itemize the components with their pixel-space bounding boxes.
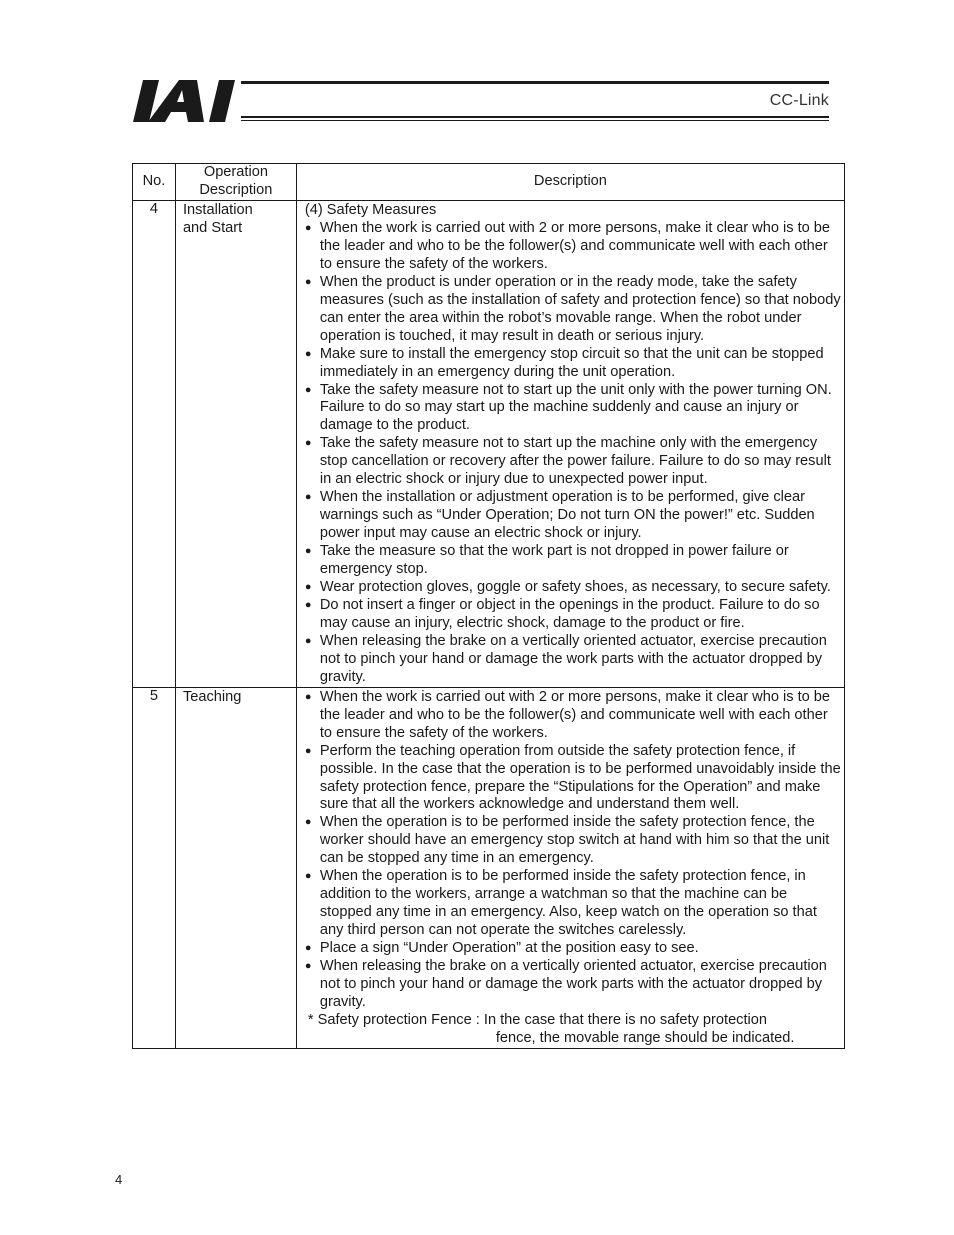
row-no: 4 — [133, 201, 176, 688]
list-item: ● Take the measure so that the work part is not dropped in power failure or emergency stop. — [305, 543, 842, 579]
safety-table — [132, 163, 845, 1049]
row-description — [296, 201, 844, 688]
row-operation: Installation and Start — [175, 201, 296, 688]
list-item: ● When the operation is to be performed inside the safety protection fence, the worker should have an emergency stop switch at hand with him so that the unit can be stopped any time in an emergency. — [305, 814, 842, 868]
table-row — [133, 201, 845, 688]
header-rule-top — [241, 81, 829, 84]
footnote-line-2: fence, the movable range should be indicated. — [495, 1029, 795, 1046]
list-item: ● When the product is under operation or in the ready mode, take the safety measures (such as the installation of safety and protection fence) so that nobody can enter the area within the robot’s movable range. When the robot under operation is touched, it may result in death or serious injury. — [305, 274, 842, 346]
header-rule-bottom-thin — [241, 120, 829, 121]
footnote-line-1: * Safety protection Fence : In the case that there is no safety protection — [307, 1011, 768, 1028]
row-no: 5 — [133, 687, 176, 1048]
list-item: ● Take the safety measure not to start up the unit only with the power turning ON. Failure to do so may start up the machine suddenly and cause an injury or damage to the product. — [305, 382, 842, 436]
list-item: ● Do not insert a finger or object in the openings in the product. Failure to do so may cause an injury, electric shock, damage to the product or fire. — [305, 597, 842, 633]
section-heading: (4) Safety Measures — [304, 202, 437, 218]
iai-logo — [133, 80, 241, 122]
list-item: ● When the operation is to be performed inside the safety protection fence, in addition to the workers, arrange a watchman so that the machine can be stopped any time in an emergency. Also, keep watch on the operation so that any third person can not operate the switches carelessly. — [305, 868, 842, 940]
list-item: ● Take the safety measure not to start up the machine only with the emergency stop cancellation or recovery after the power failure. Failure to do so may result in an electric shock or injury due to unexpected power input. — [305, 435, 842, 489]
list-item: ● Perform the teaching operation from outside the safety protection fence, if possible. In the case that the operation is to be performed unavoidably inside the safety protection fence, prepare the “Stipulations for the Operation” and make sure that all the workers acknowledge and understand them well. — [305, 743, 842, 815]
header-description: Description — [296, 164, 844, 201]
list-item: ● When the installation or adjustment operation is to be performed, give clear warnings such as “Under Operation; Do not turn ON the power!” etc. Sudden power input may cause an electric shock or injury. — [305, 489, 842, 543]
table-row — [133, 687, 845, 1048]
list-item: ● When releasing the brake on a vertically oriented actuator, exercise precaution not to pinch your hand or damage the work parts with the actuator dropped by gravity. — [305, 958, 842, 1012]
list-item: ● When the work is carried out with 2 or more persons, make it clear who is to be the leader and who to be the follower(s) and communicate well with each other to ensure the safety of the workers. — [305, 220, 842, 274]
footnote — [305, 1012, 842, 1048]
page-number: 4 — [115, 1172, 123, 1187]
row-description — [296, 687, 844, 1048]
list-item: ● When the work is carried out with 2 or more persons, make it clear who is to be the leader and who to be the follower(s) and communicate well with each other to ensure the safety of the workers. — [305, 689, 842, 743]
header-operation: Operation Description — [175, 164, 296, 201]
list-item: ● Place a sign “Under Operation” at the position easy to see. — [305, 940, 842, 958]
header-rule-bottom — [241, 116, 829, 118]
list-item: ● When releasing the brake on a vertically oriented actuator, exercise precaution not to pinch your hand or damage the work parts with the actuator dropped by gravity. — [305, 633, 842, 687]
bullet-list — [305, 220, 842, 687]
table-header-row — [133, 164, 845, 201]
product-name: CC-Link — [769, 92, 829, 109]
header-no: No. — [133, 164, 176, 201]
row-operation: Teaching — [175, 687, 296, 1048]
list-item: ● Wear protection gloves, goggle or safety shoes, as necessary, to secure safety. — [305, 579, 842, 597]
page-header — [133, 78, 829, 124]
bullet-list — [305, 689, 842, 1012]
list-item: ● Make sure to install the emergency stop circuit so that the unit can be stopped immediately in an emergency during the unit operation. — [305, 346, 842, 382]
